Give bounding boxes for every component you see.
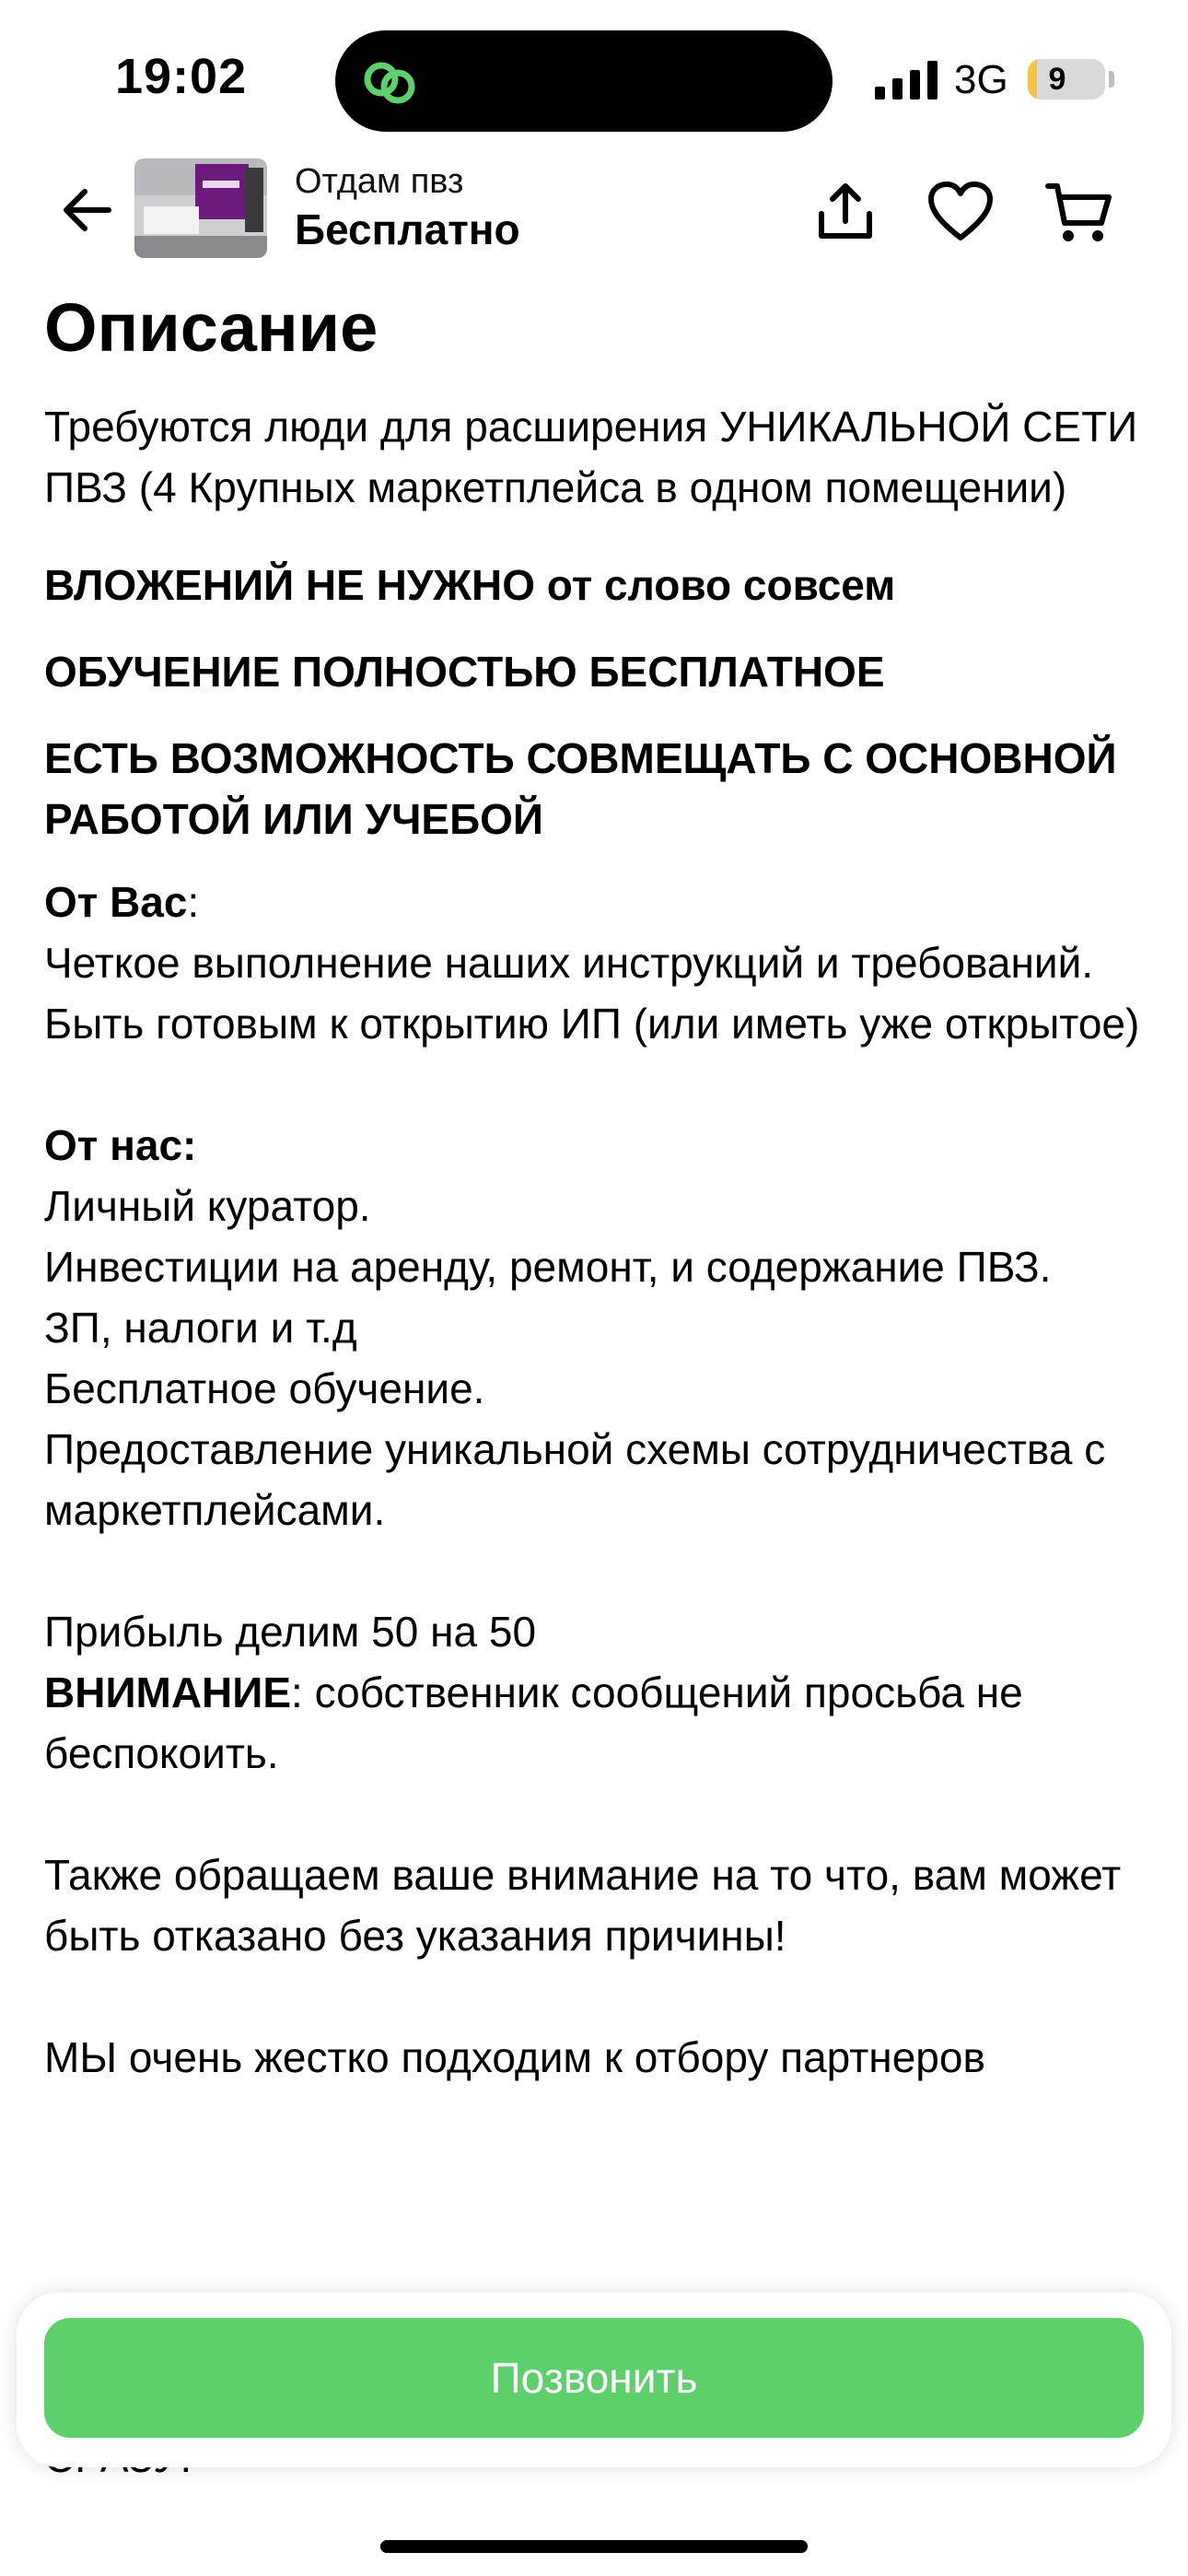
from-us-item: ЗП, налоги и т.д: [44, 1304, 357, 1352]
from-us-item: Бесплатное обучение.: [44, 1364, 485, 1412]
combine-work-line: ЕСТЬ ВОЗМОЖНОСТЬ СОВМЕЩАТЬ С ОСНОВНОЙ РАБОТОЙ ИЛИ УЧЕБОЙ: [44, 734, 1117, 843]
from-us-item: Личный куратор.: [44, 1182, 371, 1230]
call-link-icon: [359, 59, 420, 105]
share-icon[interactable]: [809, 175, 882, 249]
refusal-notice: Также обращаем ваше внимание на то что, вам может быть отказано без указания причины!: [44, 1851, 1122, 1960]
attention-line: [44, 1662, 1149, 1784]
cart-icon[interactable]: [1042, 175, 1116, 249]
status-bar: [0, 0, 1188, 157]
battery-percent: 9: [1048, 62, 1066, 97]
description-section: [44, 276, 1149, 2088]
from-you-colon: :: [187, 878, 200, 926]
partner-selection-line: МЫ очень жестко подходим к отбору партнеров: [44, 2033, 985, 2081]
battery-icon: [1028, 59, 1105, 100]
from-us-item: Инвестиции на аренду, ремонт, и содержание ПВЗ.: [44, 1243, 1052, 1291]
attention-label: ВНИМАНИЕ: [44, 1669, 292, 1716]
attention-text: : собственник сообщений просьба не беспокоить.: [44, 1669, 1023, 1777]
from-you-heading: [44, 872, 1149, 932]
listing-header: [0, 157, 1188, 262]
from-us-heading: От нас:: [44, 1121, 197, 1169]
cellular-signal-icon: [875, 61, 939, 100]
battery-tip: [1109, 71, 1114, 88]
call-button[interactable]: Позвонить: [44, 2318, 1144, 2438]
profit-line: Прибыль делим 50 на 50: [44, 1608, 537, 1656]
status-time: 19:02: [115, 49, 248, 104]
back-arrow-icon[interactable]: [55, 177, 122, 243]
pickup-point-photo: [134, 158, 267, 258]
from-you-item: Четкое выполнение наших инструкций и требований.: [44, 939, 1094, 987]
no-investment-line: ВЛОЖЕНИЙ НЕ НУЖНО от слово совсем: [44, 561, 896, 609]
home-indicator[interactable]: [380, 2540, 808, 2553]
description-intro: Требуются люди для расширения УНИКАЛЬНОЙ СЕТИ ПВЗ (4 Крупных маркетплейса в одном помещении): [44, 403, 1138, 511]
from-you-label: От Вас: [44, 878, 188, 926]
free-training-line: ОБУЧЕНИЕ ПОЛНОСТЬЮ БЕСПЛАТНОЕ: [44, 648, 885, 696]
listing-subtitle: Отдам пвз: [295, 162, 464, 201]
description-heading: Описание: [44, 289, 379, 366]
heart-icon[interactable]: [924, 175, 997, 249]
from-you-item: Быть готовым к открытию ИП (или иметь уже открытое): [44, 1000, 1140, 1048]
listing-thumbnail[interactable]: [134, 158, 267, 258]
from-us-item: Предоставление уникальной схемы сотрудничества с маркетплейсами.: [44, 1425, 1106, 1534]
listing-price: Бесплатно: [295, 205, 520, 253]
network-type: 3G: [954, 57, 1008, 102]
